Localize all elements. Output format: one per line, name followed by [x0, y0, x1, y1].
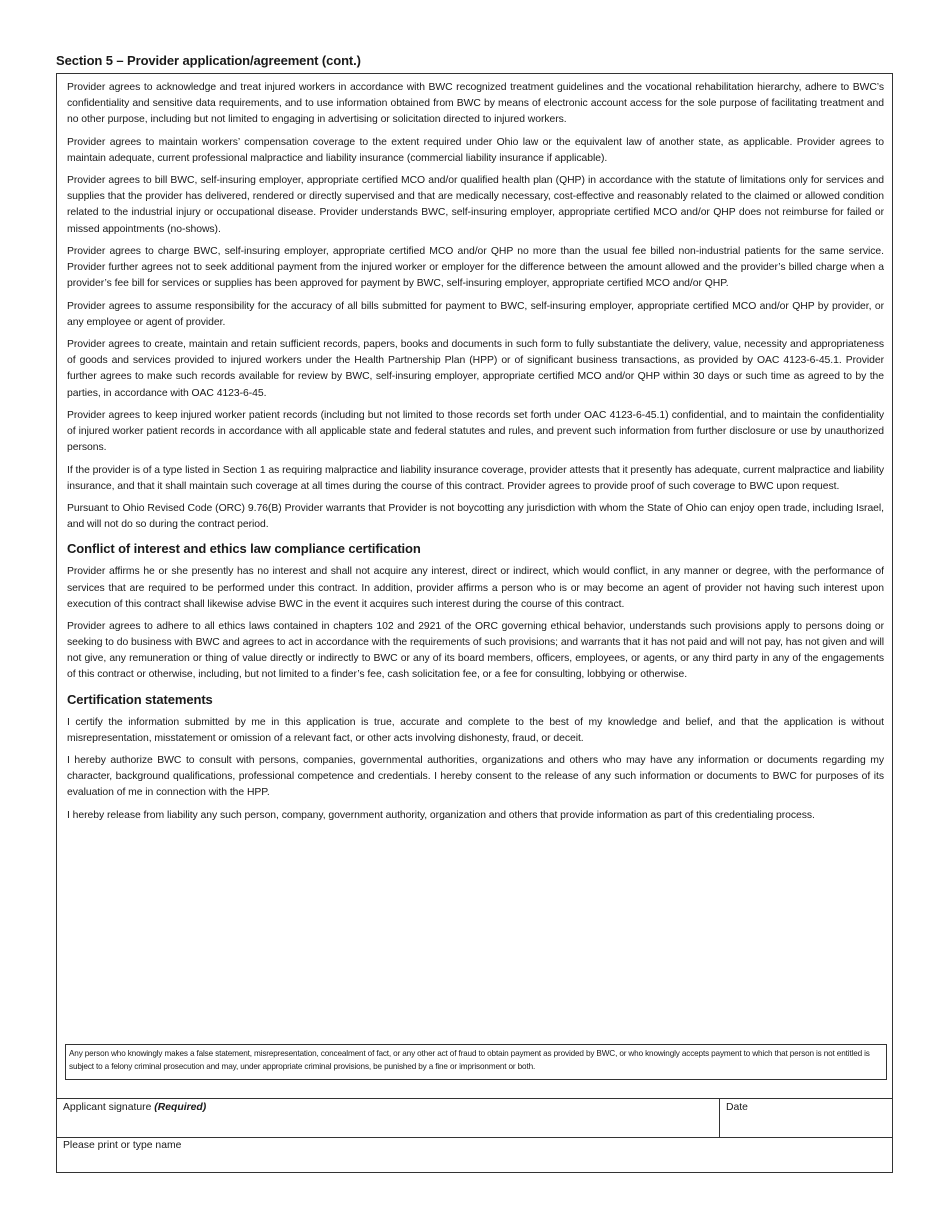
applicant-signature-label: Applicant signature — [63, 1102, 152, 1113]
paragraph-ethics: Provider agrees to adhere to all ethics laws contained in chapters 102 and 2921 of the ORC governing ethical behavior, understands such provisions apply to persons doing or seeking to do business with BWC and agrees to act in accordance with the requirements of such provisions; and warrants that it has not paid and will not pay, has not given and will not give, any remuneration or thing of value directly or indirectly to BWC or any of its board members, officers, employees, or agents, or any third party in any of the engagements of this contract or otherwise, including, but not limited to a finder’s fee, cash solicitation fee, or a fee for consulting, lobbying or otherwise. — [67, 621, 884, 681]
print-name-label: Please print or type name — [63, 1140, 182, 1151]
paragraph-coverage: Provider agrees to maintain workers’ compensation coverage to the extent required under Ohio law or the equivalent law of another state, as applicable. Provider agrees to maintain adequate, current professional malpractice and liability insurance (commercial liability insurance if applicable). — [67, 136, 884, 164]
date-field[interactable] — [720, 1099, 892, 1137]
paragraph-confidentiality: Provider agrees to keep injured worker patient records (including but not limited to those records set forth under OAC 4123-6-45.1) confidential, and to maintain the confidentiality of injured worker patient records in accordance with all applicable state and federal statutes and rules, and prevent such information from further disclosure or use by unauthorized persons. — [67, 410, 884, 454]
paragraph-treatment-guidelines: Provider agrees to acknowledge and treat injured workers in accordance with BWC recognized treatment guidelines and the vocational rehabilitation hierarchy, adhere to BWC’s confidentiality and sensitive data requirements, and to use information obtained from BWC by means of electronic account access for the sole purpose of facilitating treatment and no other purpose, including but not limited to engaging in advertising or solicitation directed to injured workers. — [67, 82, 884, 126]
paragraph-bill-accuracy: Provider agrees to assume responsibility for the accuracy of all bills submitted for payment to BWC, self-insuring employer, appropriate certified MCO and/or QHP by provider, or any employee or agent of provider. — [67, 300, 884, 328]
paragraph-malpractice: If the provider is of a type listed in Section 1 as requiring malpractice and liability insurance coverage, provider attests that it presently has adequate, current malpractice and liability insurance, and that it shall maintain such coverage at all times during the course of this contract. Provider agrees to provide proof of such coverage to BWC upon request. — [67, 464, 884, 492]
heading-conflict-of-interest: Conflict of interest and ethics law compliance certification — [67, 541, 421, 557]
required-label: (Required) — [154, 1102, 207, 1113]
paragraph-certify: I certify the information submitted by me in this application is true, accurate and complete to the best of my knowledge and belief, and that the application is without misrepresentation, misstatement or omission of a relevant fact, or other acts involving dishonesty, fraud, or deceit. — [67, 716, 884, 744]
agreement-box — [56, 73, 893, 1099]
section-title: Section 5 – Provider application/agreement (cont.) — [56, 53, 361, 68]
agreement-content — [67, 80, 884, 830]
paragraph-records: Provider agrees to create, maintain and retain sufficient records, papers, books and documents in such form to fully substantiate the delivery, value, necessity and appropriateness of goods and services provided to injured workers under the Health Partnership Plan (HPP) or of significant business transactions, as provided by OAC 4123-6-45.1. Provider further agrees to make such records available for review by BWC, self-insuring employer, appropriate certified MCO and/or QHP within 30 days or such time as agreed to by the parties, in accordance with OAC 4123-6-45. — [67, 339, 884, 399]
fraud-notice: Any person who knowingly makes a false statement, misrepresentation, concealment of fact, or any other act of fraud to obtain payment as provided by BWC, or who knowingly accepts payment to which that person is not entitled is subject to a felony criminal prosecution and may, under appropriate criminal provisions, be punished by a fine or imprisonment or both. — [65, 1044, 887, 1080]
applicant-signature-field[interactable] — [57, 1099, 720, 1137]
heading-certification: Certification statements — [67, 691, 213, 707]
paragraph-billing: Provider agrees to bill BWC, self-insuring employer, appropriate certified MCO and/or qualified health plan (QHP) in accordance with the statute of limitations only for services and supplies that the provider has delivered, rendered or directly supervised and that are medically necessary, cost-effective and reasonably related to the claimed or allowed condition related to the industrial injury or occupational disease. Provider understands BWC, self-insuring employer, appropriate certified MCO and/or QHP does not reimburse for failed or missed appointments (no-shows). — [67, 175, 884, 235]
paragraph-authorize: I hereby authorize BWC to consult with persons, companies, governmental authorities, organizations and others who may have any information or documents regarding my character, background qualifications, professional competence and credentials. I hereby consent to the release of any such information or documents to BWC for purposes of its evaluation of me in connection with the HPP. — [67, 755, 884, 799]
signature-table — [56, 1098, 893, 1173]
signature-row — [57, 1099, 892, 1138]
paragraph-release: I hereby release from liability any such person, company, government authority, organization and others that provide information as part of this credentialing process. — [67, 809, 815, 821]
paragraph-boycott: Pursuant to Ohio Revised Code (ORC) 9.76(B) Provider warrants that Provider is not boycotting any jurisdiction with whom the State of Ohio can enjoy open trade, including Israel, and will not do so during the contract period. — [67, 503, 884, 531]
print-name-field[interactable] — [57, 1137, 892, 1173]
paragraph-charges: Provider agrees to charge BWC, self-insuring employer, appropriate certified MCO and/or QHP no more than the usual fee billed non-industrial patients for the same service. Provider further agrees not to seek additional payment from the injured worker or employer for the difference between the amount allowed and the provider’s billed charge when a provider’s fee bill for services or supplies has been approved for payment by BWC, self-insuring employer, appropriate certified MCO and/or QHP. — [67, 246, 884, 290]
date-label: Date — [726, 1102, 748, 1113]
paragraph-conflict: Provider affirms he or she presently has no interest and shall not acquire any interest, direct or indirect, which would conflict, in any manner or degree, with the performance of services that are required to be performed under this contract. In addition, provider affirms a person who is or may become an agent of provider not having such interest upon execution of this contract shall likewise advise BWC in the event it acquires such interest during the course of this contract. — [67, 566, 884, 610]
